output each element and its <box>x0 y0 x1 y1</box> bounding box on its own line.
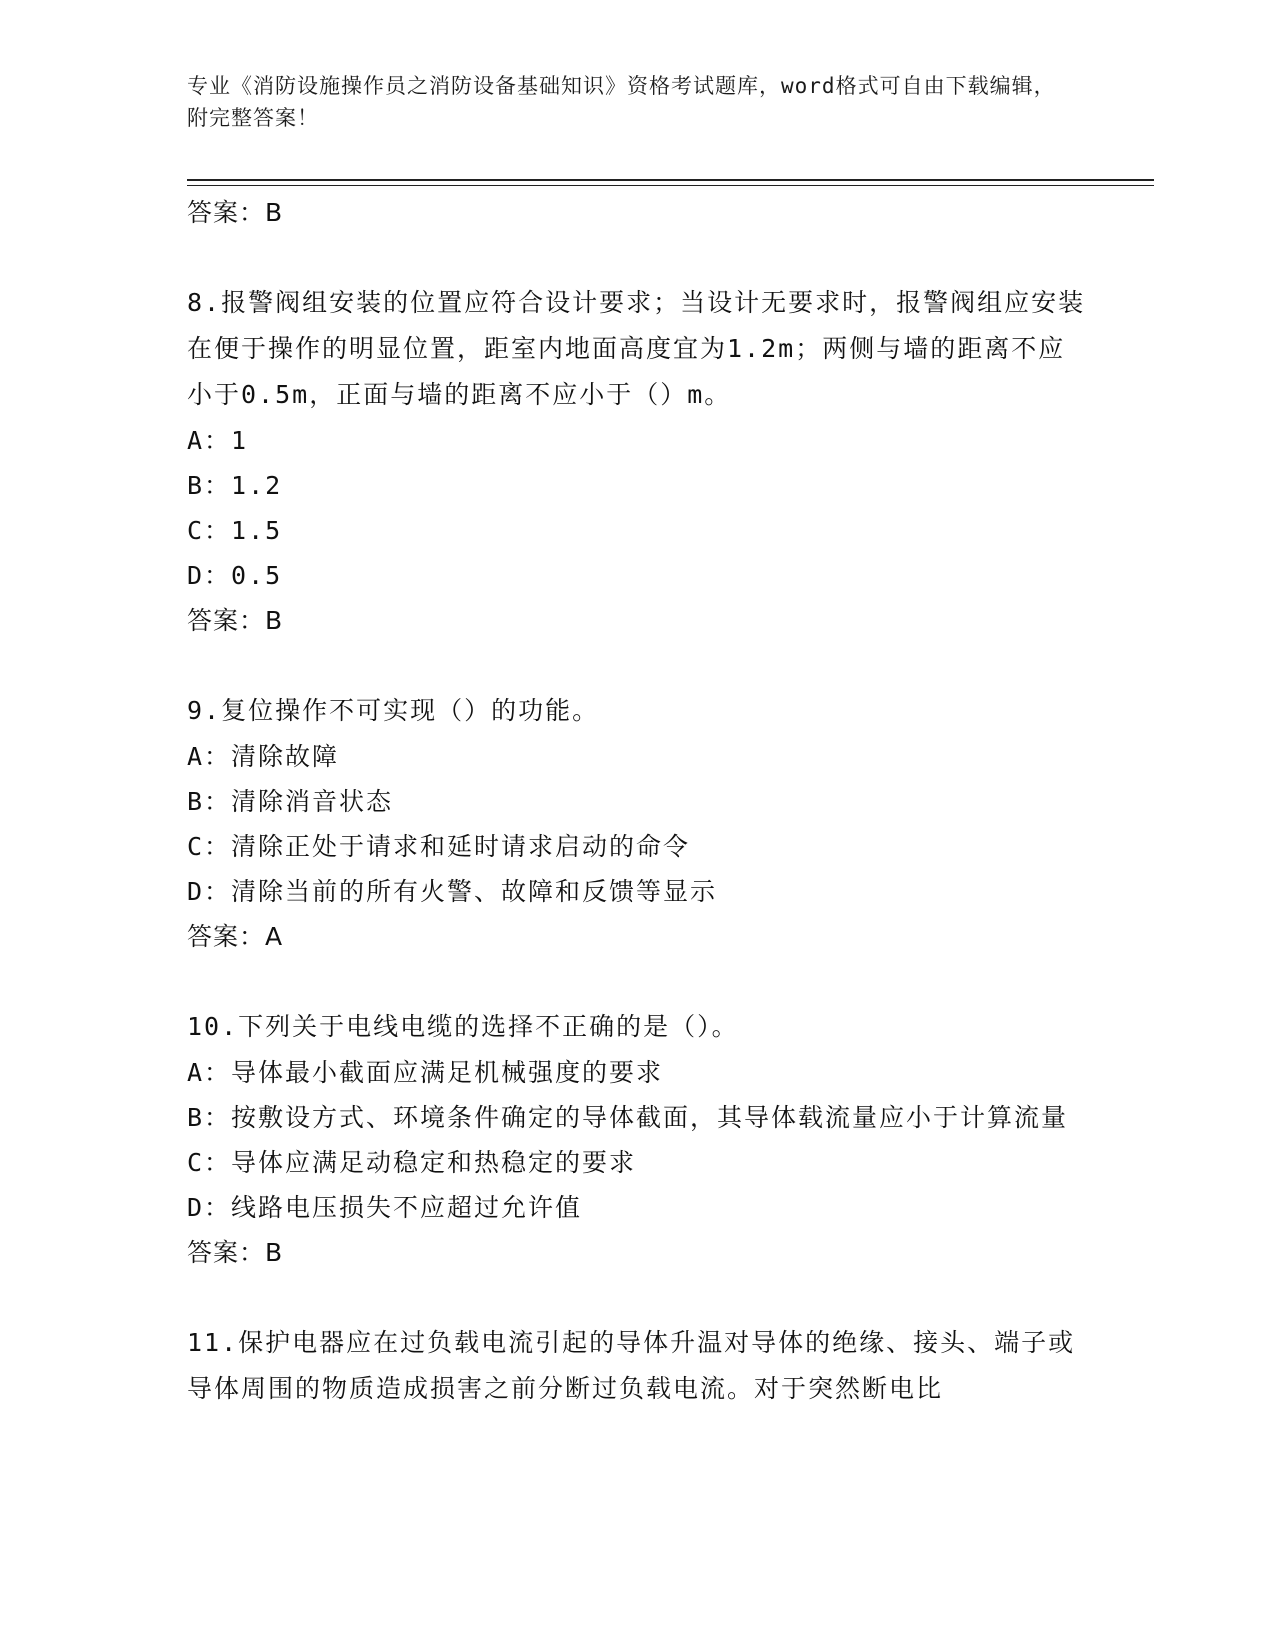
document-body <box>187 190 1087 1412</box>
option-a: A：1 <box>187 426 249 455</box>
question-text: 11.保护电器应在过负载电流引起的导体升温对导体的绝缘、接头、端子或导体周围的物质造成损害之前分断过负载电流。对于突然断电比 <box>187 1328 1076 1403</box>
option-d: D：清除当前的所有火警、故障和反馈等显示 <box>187 877 718 906</box>
question-11 <box>187 1320 1087 1412</box>
answer-line: 答案：B <box>187 606 284 635</box>
option-b: B：清除消音状态 <box>187 787 394 816</box>
question-9 <box>187 688 1087 960</box>
question-text: 10.下列关于电线电缆的选择不正确的是（）。 <box>187 1012 739 1041</box>
option-a: A：导体最小截面应满足机械强度的要求 <box>187 1058 664 1087</box>
answer-line: 答案：A <box>187 922 284 951</box>
answer-line: 答案：B <box>187 198 284 227</box>
option-c: C：导体应满足动稳定和热稳定的要求 <box>187 1148 637 1177</box>
option-b: B：按敷设方式、环境条件确定的导体截面，其导体载流量应小于计算流量 <box>187 1103 1069 1132</box>
option-d: D：0.5 <box>187 561 283 590</box>
option-b: B：1.2 <box>187 471 283 500</box>
option-a: A：清除故障 <box>187 742 340 771</box>
option-d: D：线路电压损失不应超过允许值 <box>187 1193 583 1222</box>
option-c: C：清除正处于请求和延时请求启动的命令 <box>187 832 691 861</box>
question-10 <box>187 1004 1087 1276</box>
header-text: 专业《消防设施操作员之消防设备基础知识》资格考试题库，word格式可自由下载编辑，附完整答案！ <box>187 74 1056 130</box>
answer-line: 答案：B <box>187 1238 284 1267</box>
header-divider <box>187 179 1154 186</box>
option-c: C：1.5 <box>187 516 283 545</box>
document-header <box>187 70 1067 134</box>
question-8 <box>187 280 1087 644</box>
question-text: 9.复位操作不可实现（）的功能。 <box>187 696 600 725</box>
question-text: 8.报警阀组安装的位置应符合设计要求；当设计无要求时，报警阀组应安装在便于操作的明显位置，距室内地面高度宜为1.2m；两侧与墙的距离不应小于0.5m，正面与墙的距离不应小于（）m。 <box>187 288 1086 409</box>
